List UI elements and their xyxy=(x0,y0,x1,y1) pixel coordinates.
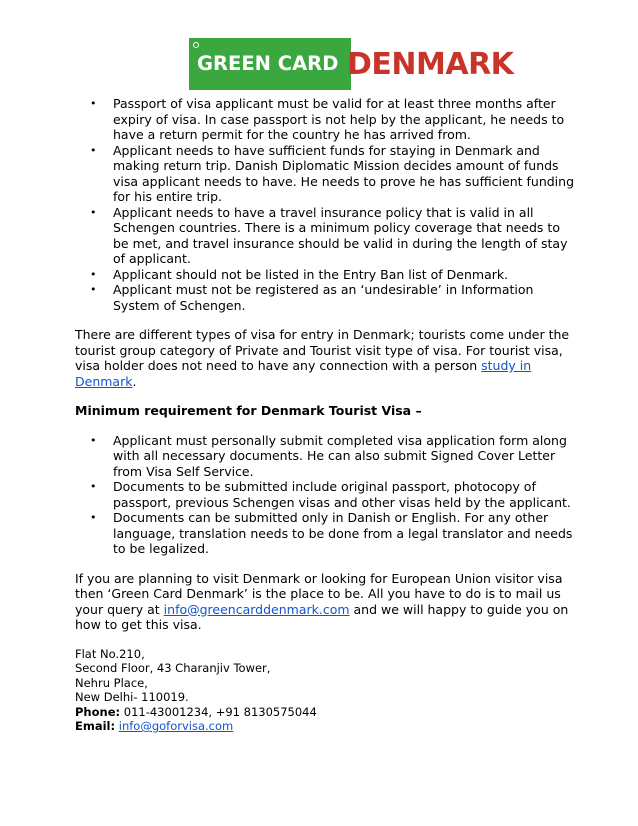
bullet-icon: • xyxy=(90,97,97,110)
general-requirements-list xyxy=(75,96,575,313)
intro-paragraph xyxy=(75,327,575,389)
list-item-text: Applicant needs to have a travel insurance policy that is valid in all Schengen countries. There is a minimum policy coverage that needs to be met, and travel insurance should be valid in during the length of stay of applicant. xyxy=(113,204,568,266)
address-block xyxy=(75,647,575,734)
closing-paragraph xyxy=(75,571,575,633)
logo-green-box xyxy=(189,38,351,90)
document-body xyxy=(75,96,575,734)
bullet-icon: • xyxy=(90,267,97,281)
bullet-icon: • xyxy=(90,143,97,157)
bullet-icon: • xyxy=(90,205,97,219)
study-in-denmark-link[interactable]: study in Denmark xyxy=(75,358,532,389)
bullet-icon: • xyxy=(90,433,97,447)
tourist-visa-heading: Minimum requirement for Denmark Tourist Visa – xyxy=(75,403,422,418)
phone-line xyxy=(75,705,575,720)
list-item xyxy=(75,433,575,480)
intro-text: There are different types of visa for entry in Denmark; tourists come under the tourist group category of Private and Tourist visit type of visa. For tourist visa, visa holder does not need to have any connection with a person xyxy=(75,327,570,373)
address-line: Second Floor, 43 Charanjiv Tower, xyxy=(75,661,271,675)
tourist-requirements-list xyxy=(75,433,575,557)
logo-red-text: DENMARK xyxy=(347,47,514,82)
address-line: Flat No.210, xyxy=(75,646,145,661)
address-line: Nehru Place, xyxy=(75,675,148,690)
intro-after: . xyxy=(132,373,137,389)
bullet-icon: • xyxy=(90,480,97,493)
closing-text: If you are planning to visit Denmark or looking for European Union visitor visa then ‘Green Card Denmark’ is the place to be. All you have to do is to mail us your query at xyxy=(75,570,563,617)
list-item-text: Documents can be submitted only in Danish or English. For any other language, translation needs to be done from a legal translator and needs to be legalized. xyxy=(113,510,573,556)
list-item-text: Documents to be submitted include original passport, photocopy of passport, previous Schengen visas and other visas held by the applicant. xyxy=(113,479,571,510)
bullet-icon: • xyxy=(90,283,97,296)
closing-after: and we will happy to guide you on how to get this visa. xyxy=(75,601,569,632)
email-line xyxy=(75,719,575,734)
list-item xyxy=(75,267,575,283)
contact-email-link[interactable]: info@greencarddenmark.com xyxy=(163,601,350,617)
phone-label: Phone: xyxy=(75,704,121,719)
list-item xyxy=(75,510,575,557)
list-item xyxy=(75,282,575,313)
email-label: Email: xyxy=(75,719,116,733)
list-item-text: Applicant must not be registered as an ‘undesirable’ in Information System of Schengen. xyxy=(113,282,534,313)
list-item-text: Applicant must personally submit completed visa application form along with all necessary documents. He can also submit Signed Cover Letter from Visa Self Service. xyxy=(113,432,567,479)
list-item-text: Passport of visa applicant must be valid for at least three months after expiry of visa. In case passport is not help by the applicant, he needs to have a return permit for the country he has arrived from. xyxy=(113,96,565,142)
office-email-link[interactable]: info@goforvisa.com xyxy=(118,719,234,733)
green-card-denmark-logo xyxy=(189,38,553,90)
list-item xyxy=(75,205,575,267)
logo-ring-icon xyxy=(193,42,199,48)
bullet-icon: • xyxy=(90,511,97,524)
list-item xyxy=(75,96,575,143)
list-item-text: Applicant should not be listed in the Entry Ban list of Denmark. xyxy=(113,266,509,282)
logo-green-text: GREEN CARD xyxy=(197,52,339,75)
phone-value: 011-43001234, +91 8130575044 xyxy=(120,704,317,719)
list-item xyxy=(75,143,575,205)
list-item xyxy=(75,479,575,510)
address-line: New Delhi- 110019. xyxy=(75,690,189,704)
list-item-text: Applicant needs to have sufficient funds for staying in Denmark and making return trip. Danish Diplomatic Mission decides amount of funds visa applicant needs to have. He needs to prove he has sufficient funding for his entire trip. xyxy=(113,142,575,204)
